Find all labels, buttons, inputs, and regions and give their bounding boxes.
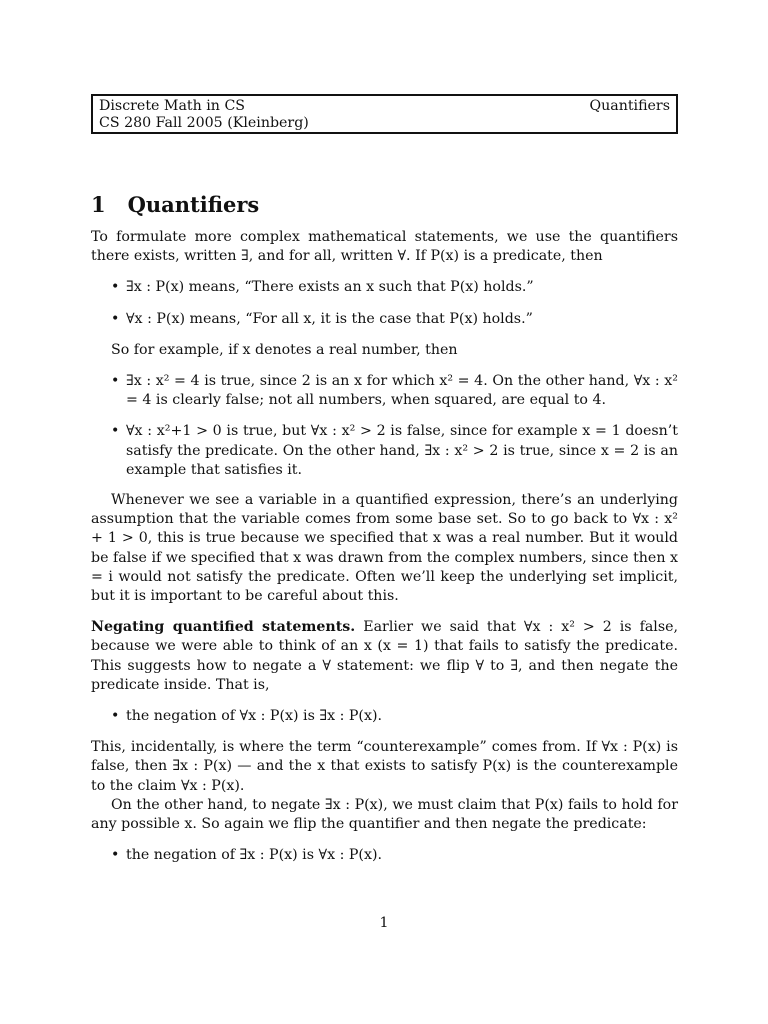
bullet-example-inequality: • ∀x : x²+1 > 0 is true, but ∀x : x² > 2 is false, since for example x = 1 doesn’t satisfy the predicate. On the other hand, ∃x : x² > 2 is true, since x = 2 is an example that satisfies it. (91, 422, 678, 480)
bullet-negation-exists: • the negation of ∃x : P(x) is ∀x : P(x). (91, 846, 678, 865)
header-box (91, 94, 678, 134)
counterexample-paragraph: This, incidentally, is where the term “counterexample” comes from. If ∀x : P(x) is false, then ∃x : P(x) — and the x that exists to satisfy P(x) is the counterexample to the claim ∀x : P(x). (91, 739, 678, 794)
negation-exists-list (91, 846, 678, 865)
negation-paragraph (91, 618, 678, 695)
example-intro: So for example, if x denotes a real number, then (111, 341, 458, 358)
intro-paragraph: To formulate more complex mathematical statements, we use the quantifiers there exists, written ∃, and for all, written ∀. If P(x) is a predicate, then (91, 229, 678, 265)
negation-text: Earlier we said that ∀x : x² > 2 is false, because we were able to think of an x (x = 1) that fails to satisfy the predicate. This suggests how to negate a ∀ statement: we flip ∀ to ∃, and then negate the predicate inside. That is, (91, 619, 679, 693)
section-heading (91, 192, 678, 218)
course-title: Discrete Math in CS (99, 98, 246, 114)
bullet-negation-forall: • the negation of ∀x : P(x) is ∃x : P(x). (91, 707, 678, 726)
example-list (91, 372, 678, 480)
negate-exists-paragraph: On the other hand, to negate ∃x : P(x), we must claim that P(x) fails to hold for any possible x. So again we flip the quantifier and then negate the predicate: (91, 796, 678, 833)
bullet-exists-definition: • ∃x : P(x) means, “There exists an x such that P(x) holds.” (91, 278, 678, 297)
section-number: 1 (91, 192, 106, 217)
header-left (99, 98, 309, 129)
page-number: 1 (379, 915, 389, 931)
bullet-forall-definition: • ∀x : P(x) means, “For all x, it is the case that P(x) holds.” (91, 310, 678, 329)
document-page (91, 94, 678, 865)
negation-heading: Negating quantified statements. (91, 619, 356, 636)
negation-forall-list (91, 707, 678, 726)
course-info: CS 280 Fall 2005 (Kleinberg) (99, 115, 309, 131)
definition-list (91, 278, 678, 328)
header-topic: Quantifiers (589, 98, 670, 114)
section-title: Quantifiers (127, 192, 260, 217)
bullet-example-square: • ∃x : x² = 4 is true, since 2 is an x for which x² = 4. On the other hand, ∀x : x² = 4 is clearly false; not all numbers, when squared, are equal to 4. (91, 372, 678, 410)
base-set-paragraph: Whenever we see a variable in a quantified expression, there’s an underlying assumption that the variable comes from some base set. So to go back to ∀x : x² + 1 > 0, this is true because we specified that x was a real number. But it would be false if we specified that x was drawn from the complex numbers, since then x = i would not satisfy the predicate. Often we’ll keep the underlying set implicit, but it is important to be careful about this. (91, 492, 678, 605)
